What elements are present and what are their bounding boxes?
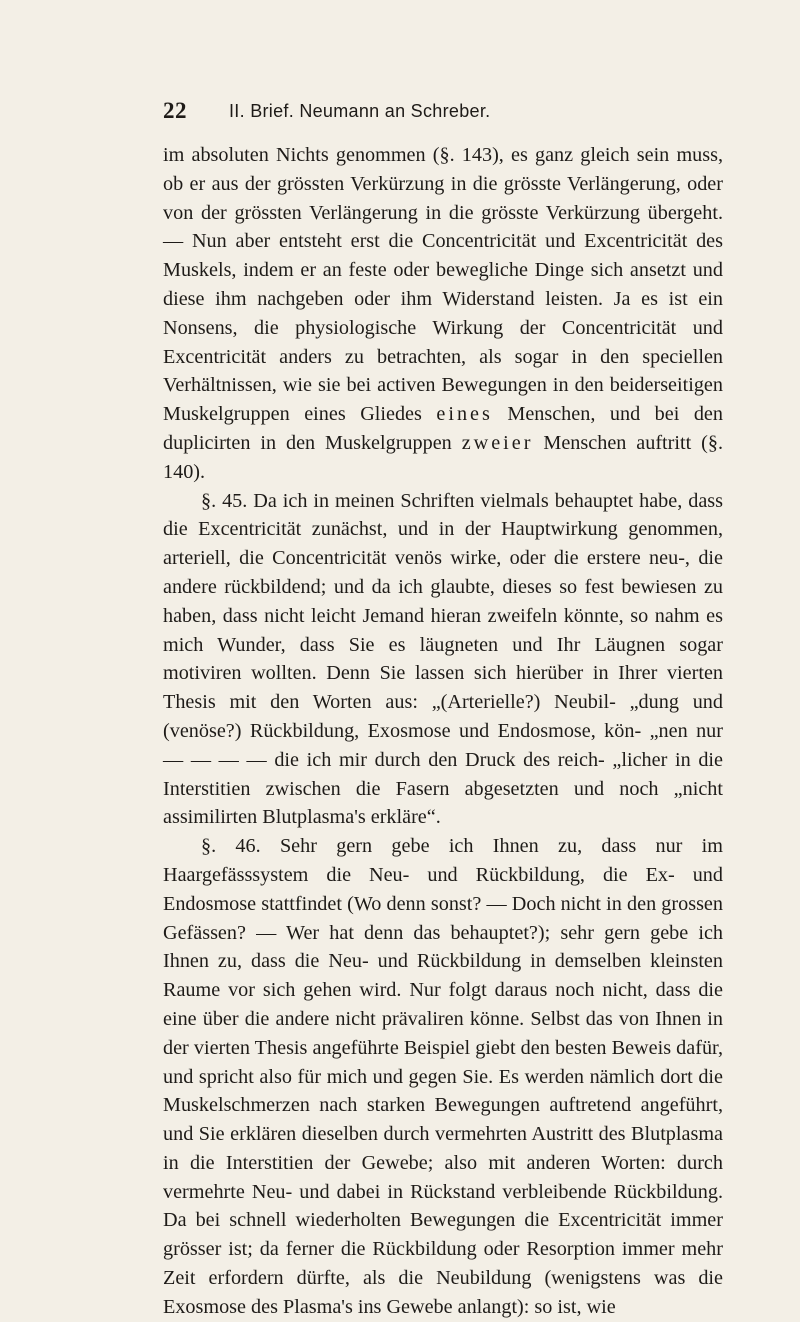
running-head [163, 98, 723, 126]
paragraph-2-text: §. 45. Da ich in meinen Schriften vielmals behauptet habe, dass die Excentricität zunächst, und in der Hauptwirkung genommen, arteriell, die Concentricität venös wirke, oder die erstere neu-, die andere rückbildend; und da ich glaubte, dieses so fest bewiesen zu haben, dass nicht leicht Jemand hieran zweifeln könnte, so nahm es mich Wunder, dass Sie es läugneten und Ihr Läugnen sogar motiviren wollten. Denn Sie lassen sich hierüber in Ihrer vierten Thesis mit den Worten aus: „(Arterielle?) Neubil- „dung und (venöse?) Rückbildung, Exosmose und Endosmose, kön- „nen nur — — — — die ich mir durch den Druck des reich- „licher in die Interstitien zwischen die Fasern abgesetzten und noch „nicht assimilirten Blutplasma's erkläre“. [163, 489, 723, 829]
paragraph-1-text-end: Menschen auftritt (§. 140). [163, 431, 723, 483]
paragraph-1-text: im absoluten Nichts genommen (§. 143), es ganz gleich sein muss, ob er aus der grössten Verkürzung in die grösste Verlängerung, oder von der grössten Verlängerung in die grösste Verkürzung übergeht. — Nun aber entsteht erst die Concentricität und Excentricität des Muskels, indem er an feste oder bewegliche Dinge sich ansetzt und diese ihm nachgeben oder ihm Widerstand leisten. Ja es ist ein Nonsens, die physiologische Wirkung der Concentricität und Excentricität anders zu betrachten, als sogar in den speciellen Verhältnissen, wie sie bei activen Bewegungen in den beiderseitigen Muskelgruppen eines Gliedes [163, 144, 723, 426]
paragraph-1-text-cont: Menschen, und bei den duplicirten in den Muskelgruppen [163, 403, 723, 454]
running-title: II. Brief. Neumann an Schreber. [229, 101, 491, 121]
paragraph-section-46 [163, 832, 723, 1322]
page-number: 22 [163, 98, 187, 123]
body-text [163, 141, 723, 1322]
paragraph-1 [163, 141, 723, 487]
emphasis-zweier: zweier [461, 431, 534, 454]
paragraph-3-text: §. 46. Sehr gern gebe ich Ihnen zu, dass nur im Haargefässsystem die Neu- und Rückbildung, die Ex- und Endosmose stattfindet (Wo denn sonst? — Doch nicht in den grossen Gefässen? — Wer hat denn das behauptet?); sehr gern gebe ich Ihnen zu, dass die Neu- und Rückbildung in demselben kleinsten Raume vor sich gehen wird. Nur folgt daraus noch nicht, dass die eine über die andere nicht prävaliren könne. Selbst das von Ihnen in der vierten Thesis angeführte Beispiel giebt den besten Beweis dafür, und spricht also für mich und gegen Sie. Es werden nämlich dort die Muskelschmerzen nach starken Bewegungen auftretend angeführt, und Sie erklären dieselben durch vermehrten Austritt des Blutplasma in die Interstitien der Gewebe; also mit anderen Worten: durch vermehrte Neu- und dabei in Rückstand verbleibende Rückbildung. Da bei schnell wiederholten Bewegungen die Excentricität immer grösser ist; da ferner die Rückbildung oder Resorption immer mehr Zeit erfordern dürfte, als die Neubildung (wenigstens was die Exosmose des Plasma's ins Gewebe anlangt): so ist, wie [163, 835, 723, 1318]
emphasis-eines: eines [436, 403, 493, 426]
paragraph-section-45 [163, 487, 723, 833]
